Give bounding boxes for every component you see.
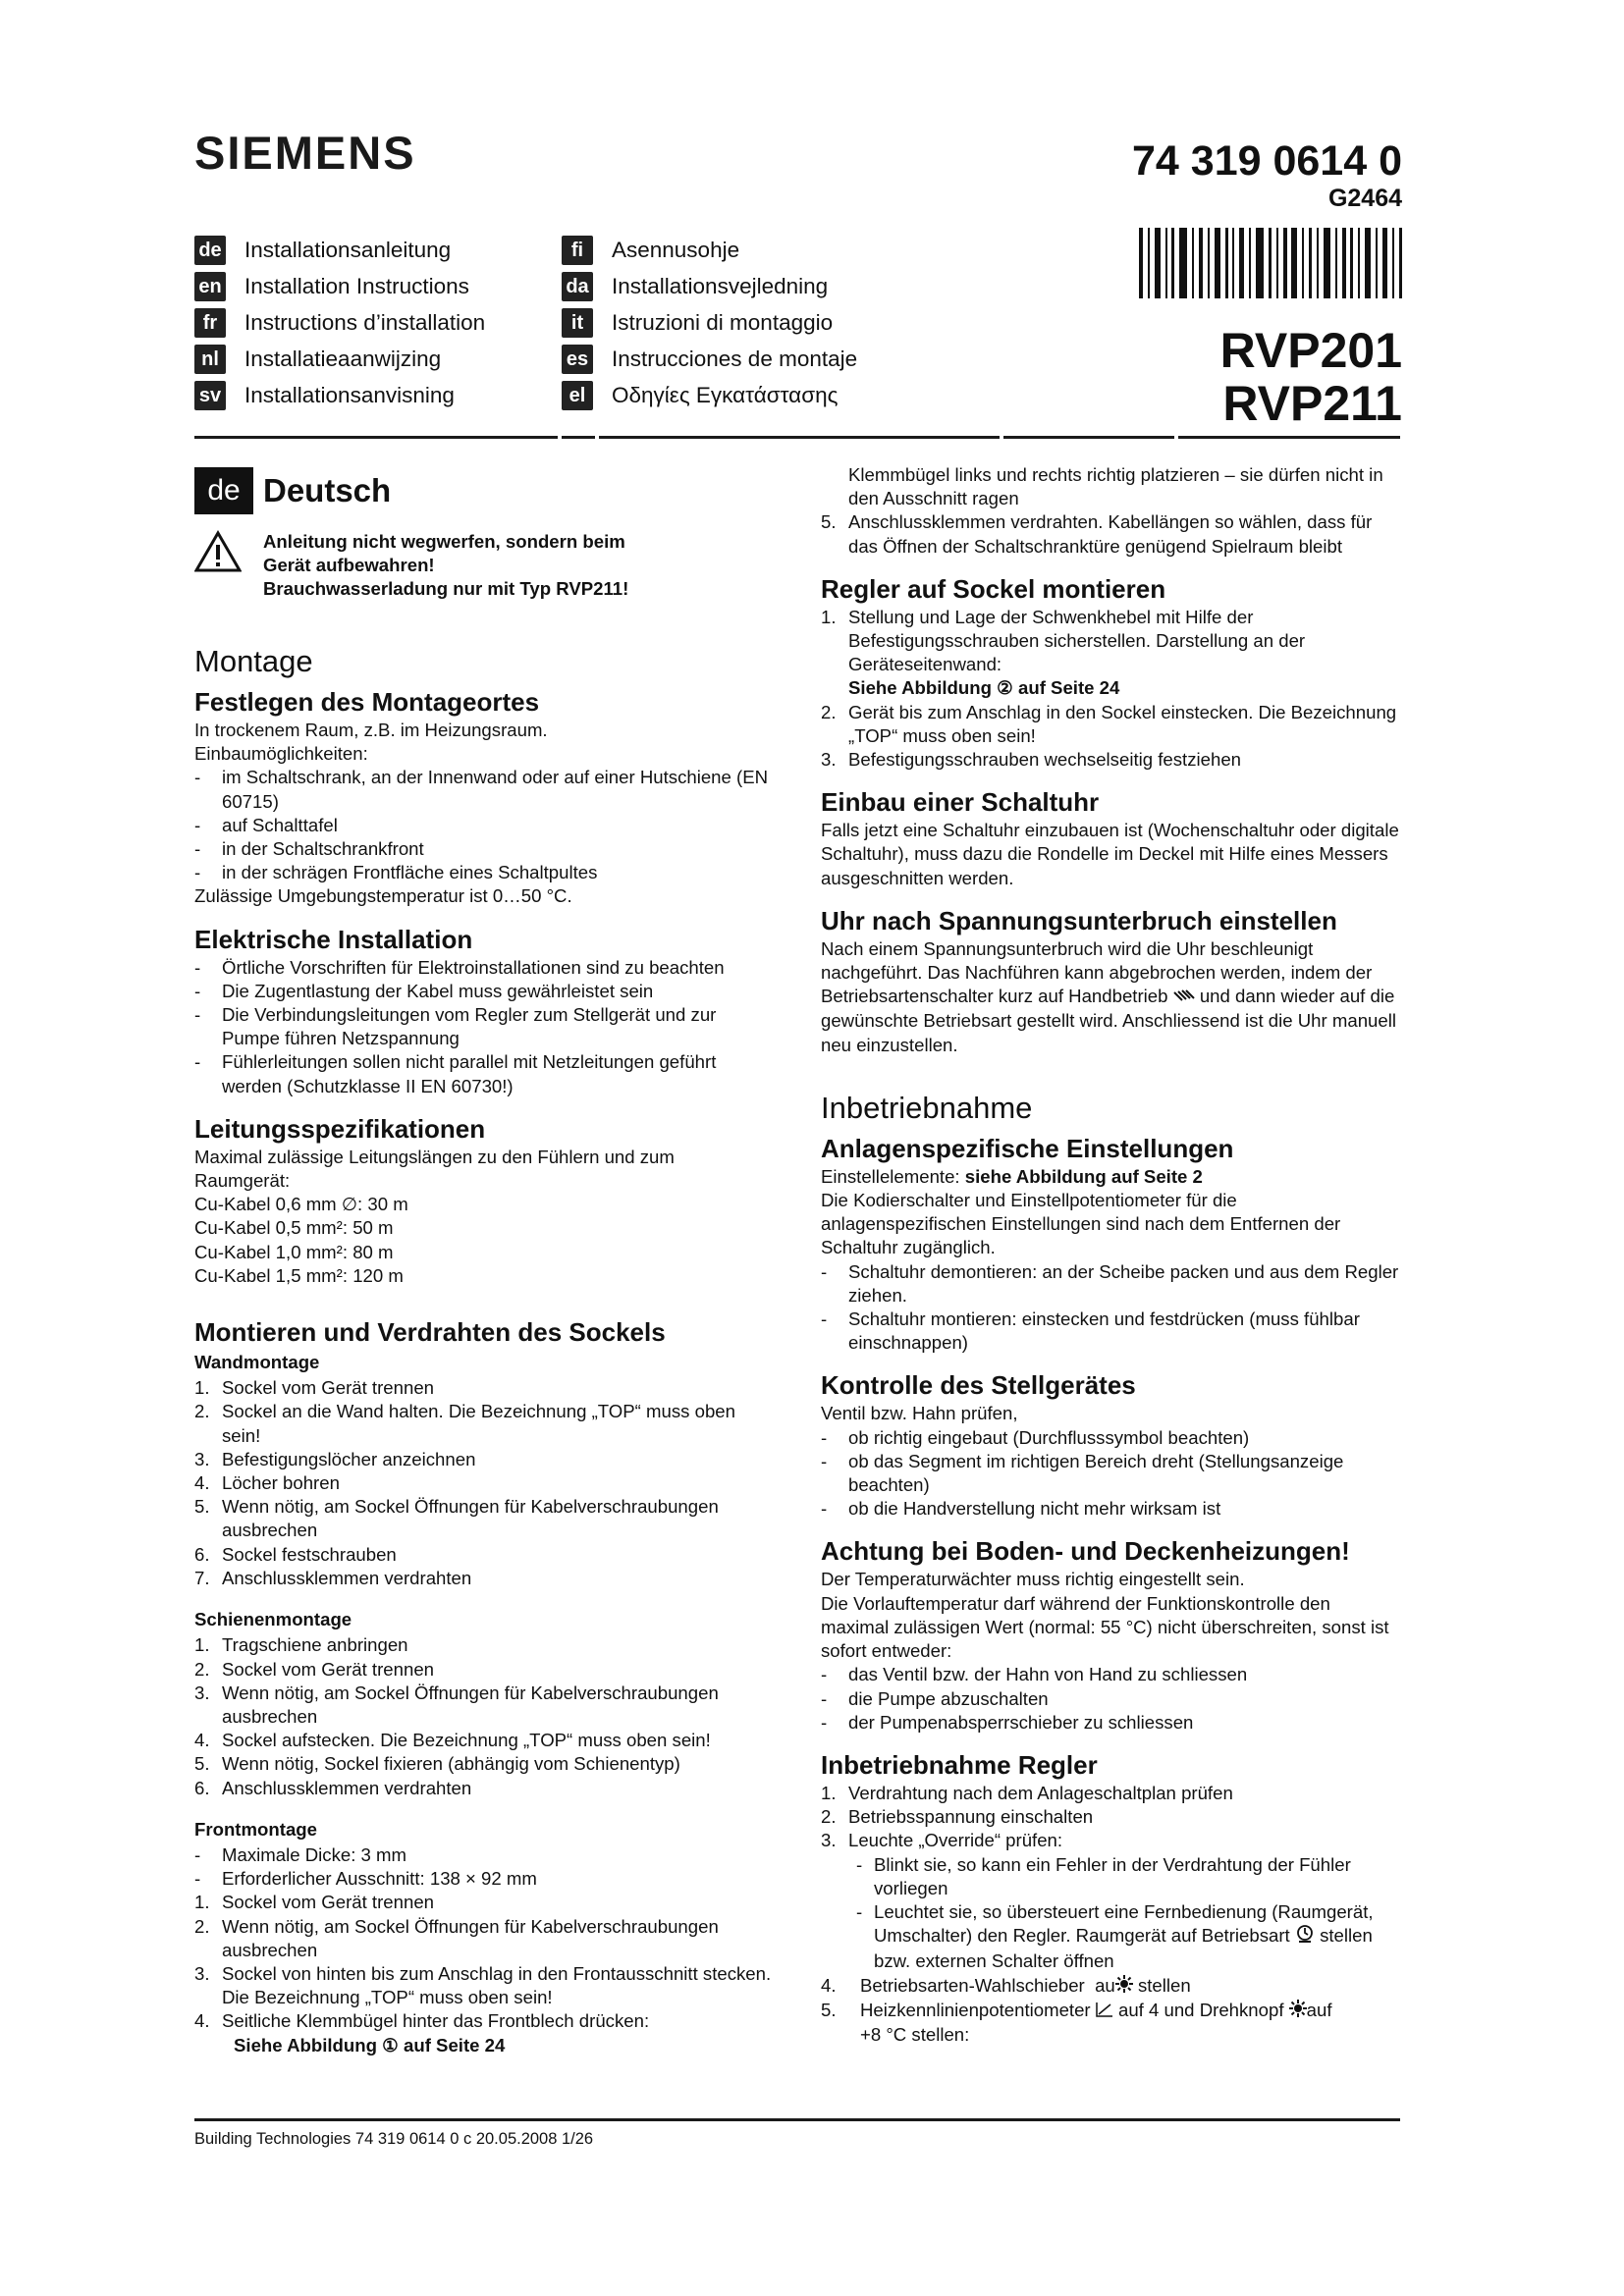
- paragraph: Falls jetzt eine Schaltuhr einzubauen ist (Wochenschaltuhr oder digitale Schaltuhr), muss dazu die Rondelle im Deckel mit Hilfe eines Messers ausgeschnitten werden.: [821, 820, 1399, 888]
- list-item: 4. Löcher bohren: [194, 1471, 774, 1495]
- barcode-bar: [1276, 228, 1278, 298]
- list-item-text: Löcher bohren: [222, 1472, 340, 1494]
- list-item-text: stellen bzw. externen Schalter öffnen: [874, 1925, 1373, 1972]
- list-item-text: [860, 1999, 1400, 2047]
- barcode-bar: [1249, 228, 1251, 298]
- paragraph-text: und dann wieder auf die gewünschte Betriebsart gestellt wird. Anschliessend ist die Uhr manuell neu einzustellen.: [821, 986, 1396, 1055]
- list-item-text: ob das Segment im richtigen Bereich dreht (Stellungsanzeige beachten): [848, 1450, 1344, 1496]
- barcode-bar: [1317, 228, 1319, 298]
- list-item: - Maximale Dicke: 3 mm: [194, 1843, 774, 1867]
- sun-comfort-icon: [1289, 2000, 1307, 2023]
- list-item-text: Sockel vom Gerät trennen: [222, 1377, 434, 1399]
- list-item-text: die Pumpe abzuschalten: [848, 1687, 1049, 1709]
- siemens-logo: SIEMENS: [194, 127, 416, 179]
- cable-spec: Cu-Kabel 0,6 mm ∅: 30 m: [194, 1194, 408, 1215]
- language-badge: es: [562, 345, 593, 374]
- list-item: 6. Sockel festschrauben: [194, 1543, 774, 1567]
- paragraph: [821, 1165, 1400, 1189]
- hand-operation-icon: [1173, 986, 1195, 1009]
- list-item-text: Blinkt sie, so kann ein Fehler in der Verdrahtung der Fühler vorliegen: [874, 1853, 1351, 1898]
- language-label: Instructions d’installation: [244, 309, 486, 335]
- barcode-bar: [1256, 228, 1264, 298]
- heading-inbetriebnahme: Inbetriebnahme: [821, 1090, 1033, 1125]
- list-item-text: ob richtig eingebaut (Durchflusssymbol beachten): [848, 1426, 1250, 1448]
- list-item: - Fühlerleitungen sollen nicht parallel mit Netzleitungen geführt werden (Schutzklasse II EN 60730!): [194, 1050, 774, 1097]
- list-item: 2. Sockel an die Wand halten. Die Bezeichnung „TOP“ muss oben sein!: [194, 1400, 774, 1447]
- paragraph: [821, 937, 1400, 1057]
- heading-schaltuhr: Einbau einer Schaltuhr: [821, 787, 1100, 818]
- language-label: Istruzioni di montaggio: [612, 309, 834, 335]
- list-item-text: Klemmbügel links und rechts richtig platzieren – sie dürfen nicht in den Ausschnitt ragen: [848, 464, 1383, 509]
- cable-spec: Cu-Kabel 1,0 mm²: 80 m: [194, 1241, 394, 1262]
- list-item: 1. Sockel vom Gerät trennen: [194, 1891, 774, 1914]
- list-item-text: Leuchtet sie, so übersteuert eine Fernbedienung (Raumgerät, Umschalter) den Regler. Raumgerät auf Betriebsart: [874, 1900, 1374, 1947]
- list-item: - Örtliche Vorschriften für Elektroinstallationen sind zu beachten: [194, 956, 774, 980]
- language-el: [562, 377, 857, 413]
- list-item-text: Sockel an die Wand halten. Die Bezeichnung „TOP“ muss oben sein!: [222, 1401, 735, 1446]
- barcode-bar: [1382, 228, 1387, 298]
- divider-gap: [1174, 436, 1178, 439]
- list-item-text: Sockel vom Gerät trennen: [222, 1892, 434, 1913]
- list-item-text: Sockel aufstecken. Die Bezeichnung „TOP“ muss oben sein!: [222, 1730, 711, 1751]
- list-item: - ob das Segment im richtigen Bereich dreht (Stellungsanzeige beachten): [821, 1450, 1400, 1497]
- list-item-text: Gerät bis zum Anschlag in den Sockel einstecken. Die Bezeichnung „TOP“ muss oben sein!: [848, 701, 1397, 746]
- list-item-text: auf 4 und Drehknopf: [1117, 1999, 1284, 2020]
- list-item-text: Erforderlicher Ausschnitt: 138 × 92 mm: [222, 1868, 537, 1890]
- barcode-bar: [1283, 228, 1287, 298]
- list-item: - in der schrägen Frontfläche eines Schaltpultes: [194, 861, 774, 884]
- list-item-text: Die Verbindungsleitungen vom Regler zum Stellgerät und zur Pumpe führen Netzspannung: [222, 1004, 717, 1049]
- list-item-text: Sockel von hinten bis zum Anschlag in den Frontausschnitt stecken. Die Bezeichnung „TOP“ muss oben sein!: [222, 1962, 772, 2008]
- heading-anlagenspezifisch: Anlagenspezifische Einstellungen: [821, 1133, 1234, 1163]
- heating-curve-icon: [1096, 2000, 1113, 2023]
- list-item-text: Wenn nötig, am Sockel Öffnungen für Kabelverschraubungen ausbrechen: [222, 1915, 719, 1960]
- language-nl: [194, 341, 485, 377]
- list-item-text: Wenn nötig, am Sockel Öffnungen für Kabelverschraubungen ausbrechen: [222, 1496, 719, 1541]
- barcode-bar: [1225, 228, 1228, 298]
- figure-reference: siehe Abbildung auf Seite 2: [964, 1165, 1203, 1187]
- list-item-text: Die Zugentlastung der Kabel muss gewährleistet sein: [222, 980, 654, 1001]
- warning-box: [194, 530, 774, 601]
- heading-schienenmontage: Schienenmontage: [194, 1609, 352, 1630]
- list-item-text: Betriebsarten-Wahlschieber: [860, 1974, 1085, 1996]
- paragraph-text: Einstellelemente:: [821, 1165, 960, 1187]
- list-item: 6. Anschlussklemmen verdrahten: [194, 1777, 774, 1800]
- barcode-bar: [1269, 228, 1272, 298]
- footer-text: Building Technologies 74 319 0614 0 c 20.05.2008 1/26: [194, 2130, 594, 2148]
- barcode-bar: [1179, 228, 1187, 298]
- list-item-text: ob die Handverstellung nicht mehr wirksam ist: [848, 1498, 1221, 1520]
- language-label: Installationsanleitung: [244, 237, 452, 262]
- language-badge: fr: [194, 308, 226, 338]
- list-item-text: Anschlussklemmen verdrahten: [222, 1777, 472, 1798]
- barcode-bar: [1358, 228, 1360, 298]
- figure-reference: [821, 676, 1400, 700]
- divider-gap: [595, 436, 599, 439]
- list-item: 2. Betriebsspannung einschalten: [821, 1805, 1400, 1829]
- heading-wandmontage: Wandmontage: [194, 1352, 320, 1373]
- language-list-left: [194, 232, 485, 413]
- warning-line: Gerät aufbewahren!: [263, 555, 435, 575]
- language-label: Asennusohje: [612, 237, 740, 262]
- language-badge: de: [194, 236, 226, 265]
- list-item-text: auf: [1306, 1999, 1332, 2020]
- cable-spec: Cu-Kabel 0,5 mm²: 50 m: [194, 1217, 394, 1239]
- list-item: 3. Befestigungslöcher anzeichnen: [194, 1448, 774, 1471]
- language-list-right: [562, 232, 857, 413]
- heading-elektrische-installation: Elektrische Installation: [194, 924, 473, 954]
- barcode-bar: [1376, 228, 1378, 298]
- barcode-bar: [1148, 228, 1150, 298]
- list-item-text: +8 °C stellen:: [860, 2023, 970, 2045]
- list-item-text: Leuchte „Override“ prüfen:: [848, 1830, 1063, 1851]
- language-badge: en: [194, 272, 226, 301]
- language-en: [194, 268, 485, 304]
- barcode-bar: [1335, 228, 1337, 298]
- cable-spec: Cu-Kabel 1,5 mm²: 120 m: [194, 1264, 404, 1286]
- language-label: Installationsanvisning: [244, 382, 455, 407]
- list-item-text: Befestigungslöcher anzeichnen: [222, 1448, 476, 1469]
- list-item: 2. Wenn nötig, am Sockel Öffnungen für Kabelverschraubungen ausbrechen: [194, 1915, 774, 1962]
- paragraph: Maximal zulässige Leitungslängen zu den Fühlern und zum Raumgerät:: [194, 1146, 675, 1192]
- heading-inbetriebnahme-regler: Inbetriebnahme Regler: [821, 1749, 1098, 1780]
- paragraph: Die Kodierschalter und Einstellpotentiometer für die anlagenspezifischen Einstellungen sind nach dem Entfernen der Schaltuhr zugänglich.: [821, 1190, 1341, 1258]
- paragraph-text: Nach einem Spannungsunterbruch wird die Uhr beschleunigt nachgeführt. Das Nachführen kann abgebrochen werden, indem der Betriebsartenschalter kurz auf Handbetrieb: [821, 937, 1373, 1007]
- heading-achtung: Achtung bei Boden- und Deckenheizungen!: [821, 1536, 1350, 1567]
- list-item-text: Wenn nötig, am Sockel Öffnungen für Kabelverschraubungen ausbrechen: [222, 1682, 719, 1727]
- heading-uhr-einstellen: Uhr nach Spannungsunterbruch einstellen: [821, 905, 1337, 935]
- language-badge: sv: [194, 381, 226, 410]
- list-item: - die Pumpe abzuschalten: [821, 1687, 1400, 1711]
- list-item: - Schaltuhr montieren: einstecken und festdrücken (muss fühlbar einschnappen): [821, 1308, 1400, 1355]
- right-column: [821, 463, 1400, 2047]
- list-item-text: im Schaltschrank, an der Innenwand oder auf einer Hutschiene (EN 60715): [222, 767, 769, 812]
- heading-montageort: Festlegen des Montageortes: [194, 687, 540, 717]
- warning-line: Brauchwasserladung nur mit Typ RVP211!: [263, 578, 629, 599]
- list-item: - Blinkt sie, so kann ein Fehler in der Verdrahtung der Fühler vorliegen: [821, 1853, 1400, 1900]
- document-code: G2464: [1327, 185, 1402, 212]
- heading-sockel: Montieren und Verdrahten des Sockels: [194, 1317, 666, 1348]
- barcode-bar: [1208, 228, 1210, 298]
- list-item: [821, 463, 1400, 510]
- list-item-text: Seitliche Klemmbügel hinter das Frontblech drücken:: [222, 2010, 650, 2032]
- list-item-text: Fühlerleitungen sollen nicht parallel mit Netzleitungen geführt werden (Schutzklasse II EN 60730!): [222, 1051, 717, 1096]
- list-item: 3. Sockel von hinten bis zum Anschlag in den Frontausschnitt stecken. Die Bezeichnung „TOP“ muss oben sein!: [194, 1962, 774, 2009]
- language-da: [562, 268, 857, 304]
- divider-gap: [1000, 436, 1003, 439]
- list-item-text: [860, 1974, 1400, 1999]
- language-badge: da: [562, 272, 593, 301]
- list-item: 1. Stellung und Lage der Schwenkhebel mit Hilfe der Befestigungsschrauben sicherstellen. Darstellung an der Geräteseitenwand:: [821, 606, 1400, 677]
- figure-reference: Siehe Abbildung ① auf Seite 24: [234, 2034, 506, 2056]
- language-label: Installation Instructions: [244, 273, 469, 298]
- paragraph: In trockenem Raum, z.B. im Heizungsraum.: [194, 720, 548, 740]
- list-item-text: Anschlussklemmen verdrahten: [222, 1567, 472, 1588]
- list-item: - auf Schalttafel: [194, 814, 774, 837]
- language-fi: [562, 232, 857, 268]
- heading-stellgeraet: Kontrolle des Stellgerätes: [821, 1370, 1136, 1401]
- warning-line: Anleitung nicht wegwerfen, sondern beim: [263, 531, 625, 552]
- section-language-header: [194, 467, 774, 514]
- language-badge: el: [562, 381, 593, 410]
- list-item-text: Betriebsspannung einschalten: [848, 1806, 1094, 1828]
- list-item-text: das Ventil bzw. der Hahn von Hand zu schliessen: [848, 1664, 1248, 1685]
- barcode-bar: [1199, 228, 1203, 298]
- list-item-text: Verdrahtung nach dem Anlageschaltplan prüfen: [848, 1782, 1233, 1803]
- list-item-text: stellen: [1137, 1974, 1191, 1996]
- footer-divider: [194, 2118, 1400, 2121]
- language-label: Οδηγίες Εγκατάστασης: [612, 382, 839, 407]
- list-item: 2. Sockel vom Gerät trennen: [194, 1658, 774, 1682]
- barcode-bar: [1171, 228, 1174, 298]
- paragraph: Der Temperaturwächter muss richtig eingestellt sein.: [821, 1569, 1245, 1590]
- document-number: 74 319 0614 0: [1132, 137, 1402, 185]
- list-item: 1. Tragschiene anbringen: [194, 1633, 774, 1657]
- barcode: [1139, 228, 1402, 298]
- list-item: 5. Wenn nötig, Sockel fixieren (abhängig vom Schienentyp): [194, 1752, 774, 1776]
- list-item-text: Befestigungsschrauben wechselseitig festziehen: [848, 749, 1242, 771]
- language-badge: fi: [562, 236, 593, 265]
- header-divider: [194, 436, 1400, 439]
- list-item: - Die Verbindungsleitungen vom Regler zum Stellgerät und zur Pumpe führen Netzspannung: [194, 1003, 774, 1050]
- list-item-text: au: [1095, 1974, 1115, 1996]
- barcode-bar: [1139, 228, 1143, 298]
- list-item: 5. Wenn nötig, am Sockel Öffnungen für Kabelverschraubungen ausbrechen: [194, 1495, 774, 1542]
- list-item-text: Heizkennlinienpotentiometer: [860, 1999, 1091, 2020]
- list-item-text: Maximale Dicke: 3 mm: [222, 1843, 407, 1865]
- list-item: 3. Leuchte „Override“ prüfen:: [821, 1829, 1400, 1852]
- list-item: 3. Wenn nötig, am Sockel Öffnungen für Kabelverschraubungen ausbrechen: [194, 1682, 774, 1729]
- list-item: - in der Schaltschrankfront: [194, 837, 774, 861]
- model-rvp201: RVP201: [1219, 323, 1402, 378]
- language-badge-large: de: [194, 467, 253, 514]
- list-item: - der Pumpenabsperrschieber zu schliessen: [821, 1711, 1400, 1735]
- list-item-text: Anschlussklemmen verdrahten. Kabellängen so wählen, dass für das Öffnen der Schaltschranktüre genügend Spielraum bleibt: [848, 511, 1373, 557]
- language-badge: nl: [194, 345, 226, 374]
- barcode-bar: [1392, 228, 1394, 298]
- paragraph: Zulässige Umgebungstemperatur ist 0…50 °C.: [194, 885, 572, 907]
- barcode-bar: [1165, 228, 1167, 298]
- list-item: 1. Sockel vom Gerät trennen: [194, 1376, 774, 1400]
- barcode-bar: [1350, 228, 1353, 298]
- list-item-text: Stellung und Lage der Schwenkhebel mit Hilfe der Befestigungsschrauben sicherstellen. Darstellung an der Geräteseitenwand:: [848, 606, 1306, 675]
- list-item-text: Wenn nötig, Sockel fixieren (abhängig vom Schienentyp): [222, 1753, 680, 1775]
- language-label: Installationsvejledning: [612, 273, 829, 298]
- list-item: 4. Sockel aufstecken. Die Bezeichnung „TOP“ muss oben sein!: [194, 1729, 774, 1752]
- list-item: - im Schaltschrank, an der Innenwand oder auf einer Hutschiene (EN 60715): [194, 766, 774, 813]
- barcode-bar: [1324, 228, 1330, 298]
- list-item-text: in der Schaltschrankfront: [222, 838, 424, 860]
- barcode-bar: [1291, 228, 1297, 298]
- standby-mode-icon: [1295, 1924, 1315, 1949]
- list-item-text: Örtliche Vorschriften für Elektroinstallationen sind zu beachten: [222, 956, 725, 978]
- list-item: 5. Heizkennlinienpotentiometer auf 4 und Drehknopf auf +8 °C stellen:: [821, 1999, 1400, 2047]
- list-item-text: Tragschiene anbringen: [222, 1634, 408, 1656]
- list-item: - Die Zugentlastung der Kabel muss gewährleistet sein: [194, 980, 774, 1003]
- list-item: - Erforderlicher Ausschnitt: 138 × 92 mm: [194, 1867, 774, 1891]
- list-item-text: Sockel vom Gerät trennen: [222, 1658, 434, 1680]
- language-it: [562, 304, 857, 341]
- barcode-bar: [1232, 228, 1234, 298]
- list-item: 4. Seitliche Klemmbügel hinter das Frontblech drücken:: [194, 2009, 774, 2033]
- list-item-text: Siehe Abbildung ② auf Seite 24: [848, 677, 1120, 699]
- list-item: 2. Gerät bis zum Anschlag in den Sockel einstecken. Die Bezeichnung „TOP“ muss oben sein!: [821, 701, 1400, 748]
- divider-gap: [558, 436, 562, 439]
- paragraph: Einbaumöglichkeiten:: [194, 743, 368, 765]
- language-de: [194, 232, 485, 268]
- barcode-bar: [1399, 228, 1402, 298]
- barcode-bar: [1365, 228, 1371, 298]
- model-rvp211: RVP211: [1222, 376, 1402, 431]
- language-es: [562, 341, 857, 377]
- paragraph: Die Vorlauftemperatur darf während der Funktionskontrolle den maximal zulässigen Wert (normal: 55 °C) nicht überschreiten, sonst ist sofort entweder:: [821, 1592, 1389, 1662]
- warning-icon: [194, 530, 263, 601]
- barcode-bar: [1309, 228, 1312, 298]
- list-item: 7. Anschlussklemmen verdrahten: [194, 1567, 774, 1590]
- list-item: 4. Betriebsarten-Wahlschieber au stellen: [821, 1974, 1400, 1999]
- list-item-text: Schaltuhr montieren: einstecken und festdrücken (muss fühlbar einschnappen): [848, 1308, 1360, 1354]
- heading-leitungsspezifikationen: Leitungsspezifikationen: [194, 1113, 486, 1144]
- paragraph: Ventil bzw. Hahn prüfen,: [821, 1403, 1018, 1424]
- list-item-text: [874, 1900, 1400, 1974]
- heading-montage: Montage: [194, 644, 313, 678]
- barcode-bar: [1192, 228, 1194, 298]
- left-column: [194, 467, 774, 2057]
- list-item: 5. Anschlussklemmen verdrahten. Kabellängen so wählen, dass für das Öffnen der Schaltschranktüre genügend Spielraum bleibt: [821, 510, 1400, 558]
- language-sv: [194, 377, 485, 413]
- barcode-bar: [1155, 228, 1161, 298]
- list-item-text: der Pumpenabsperrschieber zu schliessen: [848, 1711, 1194, 1733]
- list-item-text: Sockel festschrauben: [222, 1543, 397, 1565]
- list-item-text: in der schrägen Frontfläche eines Schaltpultes: [222, 862, 598, 883]
- language-label: Instrucciones de montaje: [612, 346, 858, 371]
- list-item-text: auf Schalttafel: [222, 814, 338, 835]
- barcode-bar: [1215, 228, 1220, 298]
- language-title: Deutsch: [263, 471, 392, 508]
- language-fr: [194, 304, 485, 341]
- barcode-bar: [1302, 228, 1304, 298]
- list-item: - Schaltuhr demontieren: an der Scheibe packen und aus dem Regler ziehen.: [821, 1260, 1400, 1308]
- heading-frontmontage: Frontmontage: [194, 1818, 317, 1840]
- heading-regler-sockel: Regler auf Sockel montieren: [821, 573, 1166, 604]
- sun-comfort-icon: [1115, 1975, 1133, 1999]
- list-item: - das Ventil bzw. der Hahn von Hand zu schliessen: [821, 1663, 1400, 1686]
- language-badge: it: [562, 308, 593, 338]
- list-item: 1. Verdrahtung nach dem Anlageschaltplan prüfen: [821, 1782, 1400, 1805]
- list-item: 3. Befestigungsschrauben wechselseitig festziehen: [821, 748, 1400, 772]
- list-item-text: Schaltuhr demontieren: an der Scheibe packen und aus dem Regler ziehen.: [848, 1260, 1399, 1306]
- list-item: - ob richtig eingebaut (Durchflusssymbol beachten): [821, 1426, 1400, 1450]
- language-label: Installatieaanwijzing: [244, 346, 442, 371]
- barcode-bar: [1239, 228, 1244, 298]
- list-item: - Leuchtet sie, so übersteuert eine Fernbedienung (Raumgerät, Umschalter) den Regler. Raumgerät auf Betriebsart stellen bzw. externen Schalter öffnen: [821, 1900, 1400, 1974]
- barcode-bar: [1342, 228, 1346, 298]
- list-item: - ob die Handverstellung nicht mehr wirksam ist: [821, 1497, 1400, 1521]
